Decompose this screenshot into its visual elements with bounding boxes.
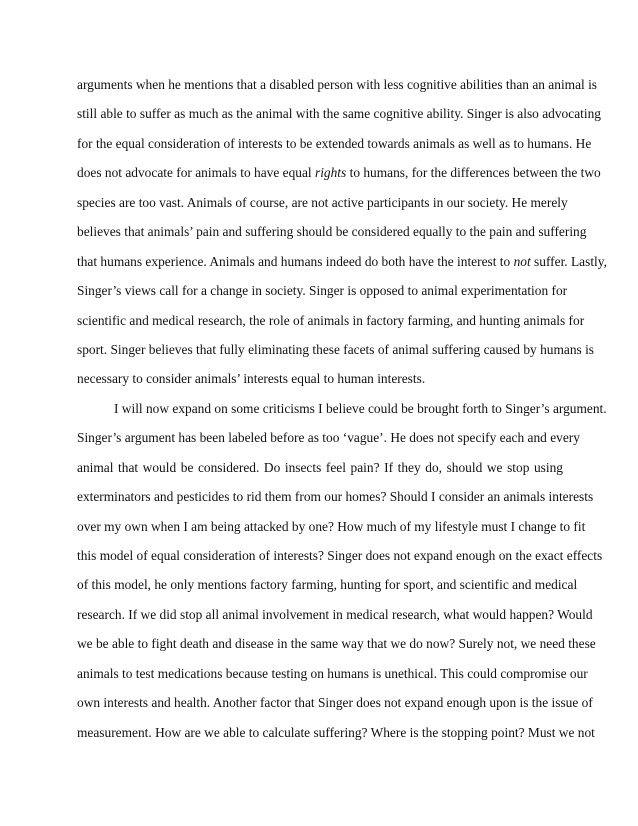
paragraph-line — [77, 158, 601, 187]
line-text: to humans, for the differences between the two — [346, 165, 601, 181]
paragraph-line: still able to suffer as much as the animal with the same cognitive ability. Singer is also advocating — [77, 106, 601, 122]
paragraph-line: Singer’s views call for a change in society. Singer is opposed to animal experimentation for — [77, 283, 568, 299]
paragraph-line: animal that would be considered. Do insects feel pain? If they do, should we stop using — [77, 459, 563, 475]
document-body — [77, 70, 607, 747]
line-text: that humans experience. Animals and humans indeed do both have the interest to — [77, 253, 514, 269]
paragraph-line — [77, 247, 607, 276]
paragraph-line: over my own when I am being attacked by one? How much of my lifestyle must I change to fit — [77, 518, 586, 534]
paragraph-line: this model of equal consideration of interests? Singer does not expand enough on the exact effects — [77, 548, 603, 563]
paragraph-line: believes that animals’ pain and suffering should be considered equally to the pain and suffering — [77, 224, 587, 240]
line-text: does not advocate for animals to have equal — [77, 165, 315, 181]
paragraph-line: own interests and health. Another factor that Singer does not expand enough upon is the issue of — [77, 695, 593, 711]
paragraph-line: arguments when he mentions that a disabled person with less cognitive abilities than an animal is — [77, 77, 598, 92]
paragraph-line: for the equal consideration of interests to be extended towards animals as well as to humans. He — [77, 135, 592, 151]
paragraph-line: we be able to fight death and disease in the same way that we do now? Surely not, we need these — [77, 636, 596, 652]
paragraph-line: research. If we did stop all animal involvement in medical research, what would happen? Would — [77, 606, 593, 622]
paragraph-line: species are too vast. Animals of course, are not active participants in our society. He merely — [77, 194, 568, 210]
paragraph-line: I will now expand on some criticisms I believe could be brought forth to Singer’s argument. — [114, 400, 607, 416]
paragraph-line: sport. Singer believes that fully eliminating these facets of animal suffering caused by humans is — [77, 341, 595, 357]
emphasis-text: rights — [314, 165, 347, 181]
paragraph-2 — [77, 394, 607, 747]
paragraph-line: exterminators and pesticides to rid them from our homes? Should I consider an animals interests — [77, 489, 594, 505]
line-text: suffer. Lastly, — [530, 253, 607, 269]
paragraph-line: animals to test medications because testing on humans is unethical. This could compromise our — [77, 665, 588, 681]
paragraph-line: measurement. How are we able to calculate suffering? Where is the stopping point? Must we not — [77, 724, 595, 740]
paragraph-1 — [77, 70, 607, 394]
emphasis-text: not — [513, 253, 531, 269]
paragraph-line: scientific and medical research, the role of animals in factory farming, and hunting animals for — [77, 312, 585, 328]
paragraph-line: Singer’s argument has been labeled before as too ‘vague’. He does not specify each and every — [77, 430, 580, 446]
paragraph-line: of this model, he only mentions factory farming, hunting for sport, and scientific and medical — [77, 577, 578, 593]
paragraph-line: necessary to consider animals’ interests equal to human interests. — [77, 371, 426, 387]
